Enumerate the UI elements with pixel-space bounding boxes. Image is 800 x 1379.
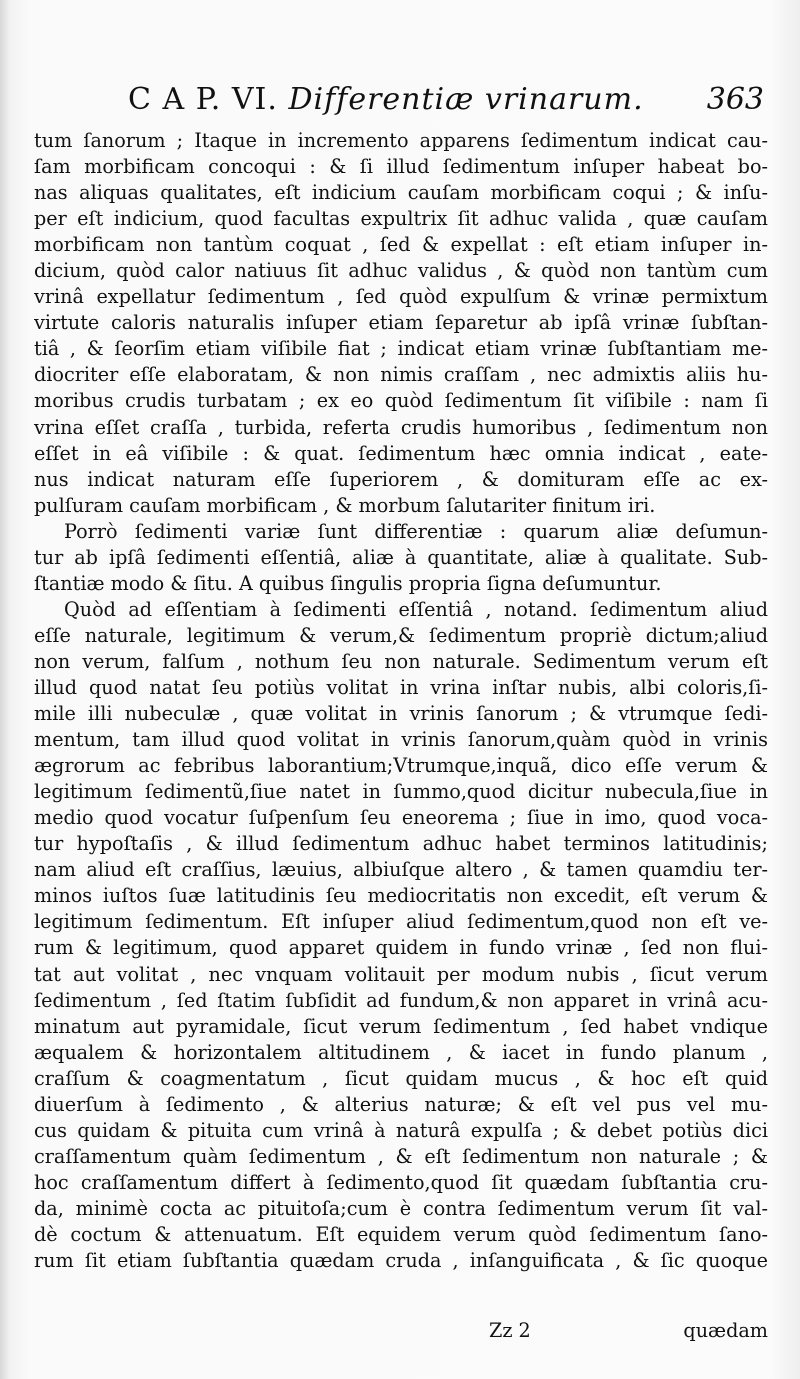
body-text: [34, 128, 768, 1274]
text-line: minatum aut pyramidale, ſicut verum ſedimentum , ſed habet vndique: [34, 1014, 768, 1038]
text-line: eſſe naturale, legitimum & verum,& ſedimentum propriè dictum;aliud: [34, 623, 768, 647]
text-line: mile illi nubeculæ , quæ volitat in vrinis ſanorum ; & vtrumque ſedi-: [34, 702, 768, 726]
text-line: legitimum ſedimentum. Eſt inſuper aliud ſedimentum,quod non eſt ve-: [34, 910, 768, 934]
text-line: Quòd ad eſſentiam à ſedimenti eſſentiâ , notand. ſedimentum aliud: [64, 597, 768, 621]
text-line: pulſuram cauſam morbificam , & morbum ſalutariter finitum iri.: [34, 493, 656, 517]
text-line: hoc craſſamentum differt à ſedimento,quod ſit quædam ſubſtantia cru-: [34, 1170, 768, 1194]
text-line: æqualem & horizontalem altitudinem , & iacet in fundo planum ,: [34, 1040, 768, 1064]
text-line: nam aliud eſt craſſius, læuius, albiuſque altero , & tamen quamdiu ter-: [34, 858, 768, 882]
text-line: dè coctum & attenuatum. Eſt equidem verum quòd ſedimentum ſano-: [34, 1222, 768, 1246]
text-line: tiâ , & ſeorſim etiam viſibile fiat ; indicat etiam vrinæ ſubſtantiam me-: [34, 337, 768, 361]
text-line: ſam morbificam concoqui : & ſi illud ſedimentum inſuper habeat bo-: [34, 155, 768, 179]
running-title: [128, 82, 644, 117]
chapter-title: Differentiæ vrinarum.: [288, 82, 644, 117]
text-line: tat aut volitat , nec vnquam volitauit per modum nubis , ſicut verum: [34, 962, 768, 986]
text-line: medio quod vocatur ſuſpenſum ſeu eneorema ; ſiue in imo, quod voca-: [34, 806, 768, 830]
text-line: per eſt indicium, quod facultas expultrix ſit adhuc valida , quæ cauſam: [34, 207, 768, 231]
text-line: virtute caloris naturalis inſuper etiam ſeparetur ab ipſâ vrinæ ſubſtan-: [34, 311, 768, 335]
text-line: non verum, falſum , nothum ſeu non naturale. Sedimentum verum eſt: [34, 649, 768, 673]
text-line: rum & legitimum, quod apparet quidem in fundo vrinæ , ſed non flui-: [34, 936, 768, 960]
text-line: rum ſit etiam ſubſtantia quædam cruda , inſanguificata , & ſic quoque: [34, 1249, 768, 1273]
text-line: cus quidam & pituita cum vrinâ à naturâ expulſa ; & debet potiùs dici: [34, 1118, 768, 1142]
text-line: minos iuſtos ſuæ latitudinis ſeu mediocritatis non excedit, eſt verum &: [34, 884, 768, 908]
text-line: vrinâ expellatur ſedimentum , ſed quòd expulſum & vrinæ permixtum: [34, 285, 768, 309]
text-line: eſſet in eâ viſibile : & quat. ſedimentum hæc omnia indicat , eate-: [34, 441, 768, 465]
text-line: craſſum & coagmentatum , ſicut quidam mucus , & hoc eſt quid: [34, 1066, 768, 1090]
text-line: tum ſanorum ; Itaque in incremento apparens ſedimentum indicat cau-: [34, 129, 768, 152]
text-line: ſedimentum , ſed ſtatim ſubſidit ad fundum,& non apparet in vrinâ acu-: [34, 988, 768, 1012]
running-header: [128, 82, 768, 126]
text-line: mentum, tam illud quod volitat in vrinis ſanorum,quàm quòd in vrinis: [34, 728, 768, 752]
catchword: quædam: [683, 1319, 768, 1342]
text-line: diocriter eſſe elaboratam, & non nimis craſſam , nec admixtis aliis hu-: [34, 363, 768, 387]
text-line: da, minimè cocta ac pituitoſa;cum è contra ſedimentum verum ſit val-: [34, 1196, 768, 1220]
text-line: ægrorum ac febribus laborantium;Vtrumque,inquã, dico eſſe verum &: [34, 754, 768, 778]
page-footer: [34, 1319, 768, 1349]
text-line: nas aliquas qualitates, eſt indicium cauſam morbificam coqui ; & inſu-: [34, 181, 768, 205]
text-line: ſtantiæ modo & ſitu. A quibus ſingulis propria ſigna deſumuntur.: [34, 571, 662, 595]
text-line: legitimum ſedimentũ,ſiue natet in ſummo,quod dicitur nubecula,ſiue in: [34, 780, 768, 804]
text-line: craſſamentum quàm ſedimentum , & eſt ſedimentum non naturale ; &: [34, 1144, 768, 1168]
text-line: illud quod natat ſeu potiùs volitat in vrina inſtar nubis, albi coloris,ſi-: [34, 675, 768, 699]
text-line: dicium, quòd calor natiuus ſit adhuc validus , & quòd non tantùm cum: [34, 259, 768, 283]
text-line: Porrò ſedimenti variæ ſunt differentiæ : quarum aliæ deſumun-: [64, 519, 768, 543]
signature-mark: Zz 2: [489, 1319, 531, 1342]
chapter-label: C A P. VI.: [128, 82, 278, 117]
text-line: moribus crudis turbatam ; ex eo quòd ſedimentum ſit viſibile : nam ſi: [34, 389, 768, 413]
text-line: tur hypoſtaſis , & illud ſedimentum adhuc habet terminos latitudinis;: [34, 832, 768, 856]
text-line: morbificam non tantùm coquat , ſed & expellat : eſt etiam inſuper in-: [34, 233, 768, 257]
page-number: 363: [706, 82, 764, 117]
text-line: nus indicat naturam eſſe ſuperiorem , & domituram eſſe ac ex-: [34, 467, 768, 491]
text-line: tur ab ipſâ ſedimenti eſſentiâ, aliæ à quantitate, aliæ à qualitate. Sub-: [34, 545, 768, 569]
text-line: vrina eſſet craſſa , turbida, referta crudis humoribus , ſedimentum non: [34, 415, 768, 439]
text-line: diuerſum à ſedimento , & alterius naturæ; & eſt vel pus vel mu-: [34, 1092, 768, 1116]
